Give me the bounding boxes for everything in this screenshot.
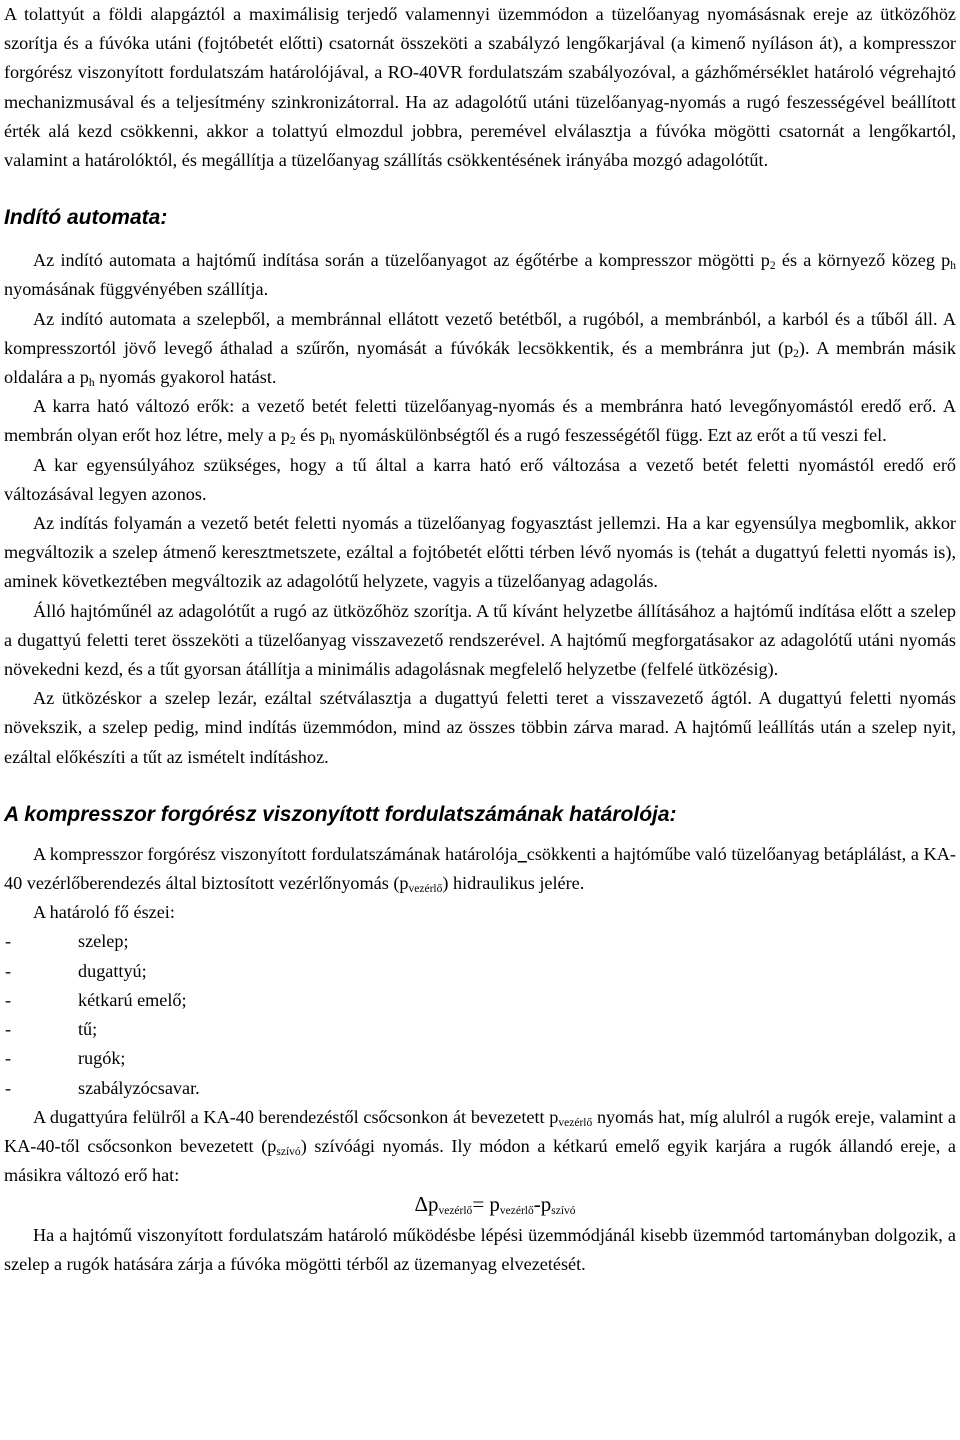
list-item: - szelep; <box>5 931 129 952</box>
paragraph-valve-closing: Az ütközéskor a szelep lezár, ezáltal szétválasztja a dugattyú feletti teret a visszavezető ágtól. A dugattyú feletti nyomás növekszik, a szelep pedig, mind indítás üzemmódon, mind az összes többin zárva marad. A hajtómű leállítás után a szelep nyit, ezáltal előkészíti a tűt az ismételt indításhoz. <box>4 688 956 767</box>
list-item: - szabályzócsavar. <box>5 1077 200 1098</box>
list-item: - kétkarú emelő; <box>5 989 187 1010</box>
limiter-parts-list <box>4 927 956 1102</box>
list-item: - rugók; <box>5 1048 126 1069</box>
paragraph-start-process: Az indítás folyamán a vezető betét feletti nyomás a tüzelőanyag fogyasztást jellemzi. Ha a kar egyensúlya megbomlik, akkor megváltozik a szelep átmenő keresztmetszete, ezáltal a fojtóbetét előtti térben lévő nyomás is (tehát a dugattyú feletti nyomás is), aminek következtében megváltozik az adagolótű helyzete, vagyis a tüzelőanyag adagolás. <box>4 513 956 592</box>
paragraph-starter-intro: Az indító automata a hajtómű indítása során a tüzelőanyagot az égőtérbe a kompresszor mögötti $p_2$ és a környező közeg $p_h$ nyomásának függvényében szállítja. <box>4 250 956 300</box>
pressure-difference-formula: $\Delta p_{vezérlő}= p_{vezérlő}-p_{szívó}$ <box>414 1192 576 1218</box>
paragraph-piston-pressure: A dugattyúra felülről a KA-40 berendezéstől csőcsonkon át bevezetett $p_{vezérlő}$ nyomás hat, míg alulról a rugók ereje, valamint a KA-40-től csőcsonkon bevezetett $(p_{szívó})$ szívóági nyomás. Ily módon a kétkarú emelő egyik karjára a rugók állandó ereje, a másikra változó erő hat: <box>4 1106 956 1186</box>
paragraph-fuel-valve: A tolattyút a földi alapgáztól a maximálisig terjedő valamennyi üzemmódon a tüzelőanyag nyomásásnak ereje az ütközőhöz szorítja és a fúvóka utáni (fojtóbetét előtti) csatornát összeköti a szabályzó lengőkarjával (a kimenő nyíláson át), a kompresszor forgórész viszonyított fordulatszám határolójával, a RO-40VR fordulatszám szabályozóval, a gázhőmérséklet határoló végrehajtó mechanizmusával és a teljesítmény szinkronizátorral. Ha az adagolótű utáni tüzelőanyag-nyomás a rugó feszességével beállított érték alá kezd csökkenni, akkor a tolattyú elmozdul jobbra, peremével elválasztja a fúvóka mögötti csatornát a lengőkartól, valamint a határolóktól, és megállítja a tüzelőanyag szállítás csökkentésének irányába mozgó adagolótűt. <box>4 4 956 171</box>
paragraph-lever-forces: A karra ható változó erők: a vezető betét feletti tüzelőanyag-nyomás és a membránra ható levegőnyomástól eredő erő. A membrán olyan erőt hoz létre, mely a $p_2$ és $p_h$ nyomáskülönbségtől és a rugó feszességétől függ. Ezt az erőt a tű veszi fel. <box>4 396 956 448</box>
paragraph-starter-parts: Az indító automata a szelepből, a membránnal ellátott vezető betétből, a rugóból, a membránból, a karból és a tűből áll. A kompresszortól jövő levegő áthalad a szűrőn, nyomását a fúvókák lecsökkentik, és a membránra jut $(p_2)$. A membrán másik oldalára a $p_h$ nyomás gyakorol hatást. <box>4 308 957 390</box>
list-item: - dugattyú; <box>5 960 147 981</box>
paragraph-limiter-operation: Ha a hajtómű viszonyított fordulatszám határoló működésbe lépési üzemmódjánál kisebb üzemmód tartományban dolgozik, a szelep a rugók hatására zárja a fúvóka mögötti térből az üzemanyag elvezetését. <box>4 1224 956 1274</box>
list-item: - tű; <box>5 1019 98 1040</box>
heading-compressor-limiter: A kompresszor forgórész viszonyított fordulatszámának határolója: <box>4 802 677 826</box>
paragraph-lever-balance: A kar egyensúlyához szükséges, hogy a tű által a karra ható erő változása a vezető betét feletti nyomástól eredő erő változásával legyen azonos. <box>4 454 956 504</box>
paragraph-limiter-parts-title: A határoló fő észei: <box>33 902 175 923</box>
heading-starter-automat: Indító automata: <box>4 206 168 230</box>
paragraph-stationary-engine: Álló hajtóműnél az adagolótűt a rugó az ütközőhöz szorítja. A tű kívánt helyzetbe állításához a hajtómű indítása előtt a szelep a dugattyú feletti teret összeköti a tüzelőanyag visszavezető rendszerével. A hajtómű megforgatásakor az adagolótű utáni nyomás növekedni kezd, és a tűt gyorsan átállítja a minimális adagolásnak megfelelő helyzetbe (felfelé ütközésig). <box>4 600 956 680</box>
paragraph-limiter-intro: A kompresszor forgórész viszonyított fordulatszámának határolója_csökkenti a hajtóműbe való tüzelőanyag betáplálást, a KA-40 vezérlőberendezés által biztosított vezérlőnyomás $(p_{vezérlő})$ hidraulikus jelére. <box>4 843 956 896</box>
